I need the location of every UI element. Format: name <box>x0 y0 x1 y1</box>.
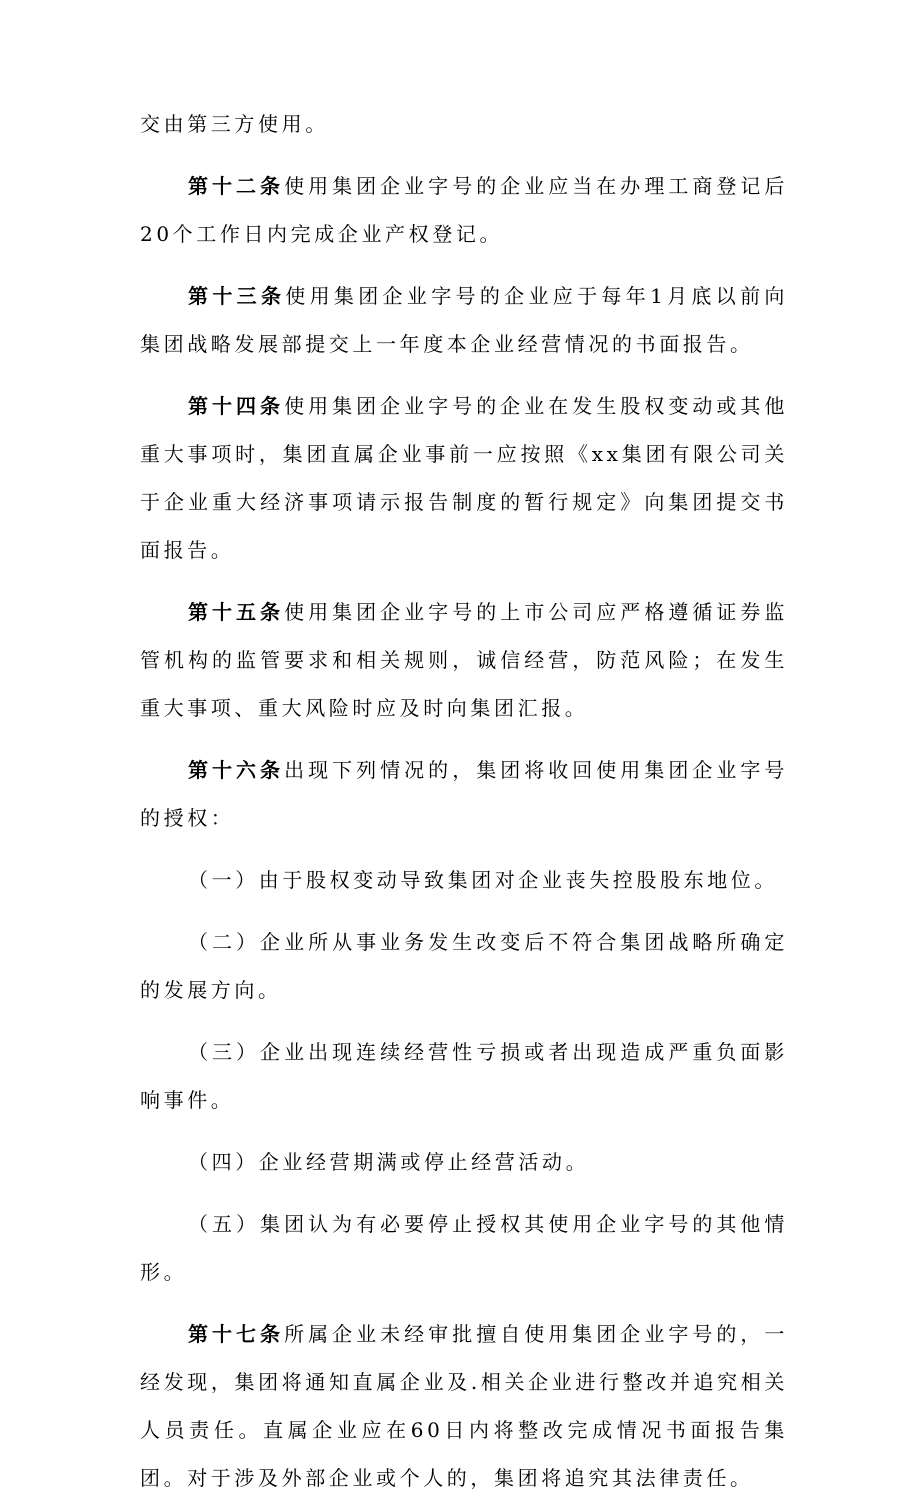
article-text: 使用集团企业字号的企业应当在办理工商登记后20个工作日内完成企业产权登记。 <box>140 174 788 246</box>
list-item-3 <box>140 1028 788 1124</box>
article-text: 出现下列情况的，集团将收回使用集团企业字号的授权： <box>140 758 788 830</box>
article-number: 第十二条 <box>188 174 285 198</box>
list-item-text: （四）企业经营期满或停止经营活动。 <box>188 1150 590 1174</box>
list-item-text: （二）企业所从事业务发生改变后不符合集团战略所确定的发展方向。 <box>140 930 788 1002</box>
article-number: 第十三条 <box>188 284 286 308</box>
article-number: 第十五条 <box>188 600 285 624</box>
list-item-text: （五）集团认为有必要停止授权其使用企业字号的其他情形。 <box>140 1212 788 1284</box>
article-number: 第十六条 <box>188 758 285 782</box>
article-14 <box>140 382 788 574</box>
article-number: 第十四条 <box>188 394 285 418</box>
paragraph-continuation <box>140 100 788 148</box>
paragraph-text: 交由第三方使用。 <box>140 112 329 136</box>
article-text: 使用集团企业字号的企业应于每年1月底以前向集团战略发展部提交上一年度本企业经营情况的书面报告。 <box>140 284 788 356</box>
article-16 <box>140 746 788 842</box>
list-item-4 <box>140 1138 788 1186</box>
list-item-1 <box>140 856 788 904</box>
article-17 <box>140 1310 788 1502</box>
list-item-5 <box>140 1200 788 1296</box>
article-15 <box>140 588 788 732</box>
article-13 <box>140 272 788 368</box>
article-text: 使用集团企业字号的企业在发生股权变动或其他重大事项时，集团直属企业事前一应按照《xx集团有限公司关于企业重大经济事项请示报告制度的暂行规定》向集团提交书面报告。 <box>140 394 788 562</box>
article-number: 第十七条 <box>188 1322 285 1346</box>
article-text: 使用集团企业字号的上市公司应严格遵循证券监管机构的监管要求和相关规则，诚信经营，防范风险；在发生重大事项、重大风险时应及时向集团汇报。 <box>140 600 788 720</box>
list-item-text: （三）企业出现连续经营性亏损或者出现造成严重负面影响事件。 <box>140 1040 788 1112</box>
list-item-2 <box>140 918 788 1014</box>
article-12 <box>140 162 788 258</box>
list-item-text: （一）由于股权变动导致集团对企业丧失控股股东地位。 <box>188 868 778 892</box>
article-text: 所属企业未经审批擅自使用集团企业字号的，一经发现，集团将通知直属企业及.相关企业进行整改并追究相关人员责任。直属企业应在60日内将整改完成情况书面报告集团。对于涉及外部企业或个人的，集团将追究其法律责任。 <box>140 1322 788 1490</box>
